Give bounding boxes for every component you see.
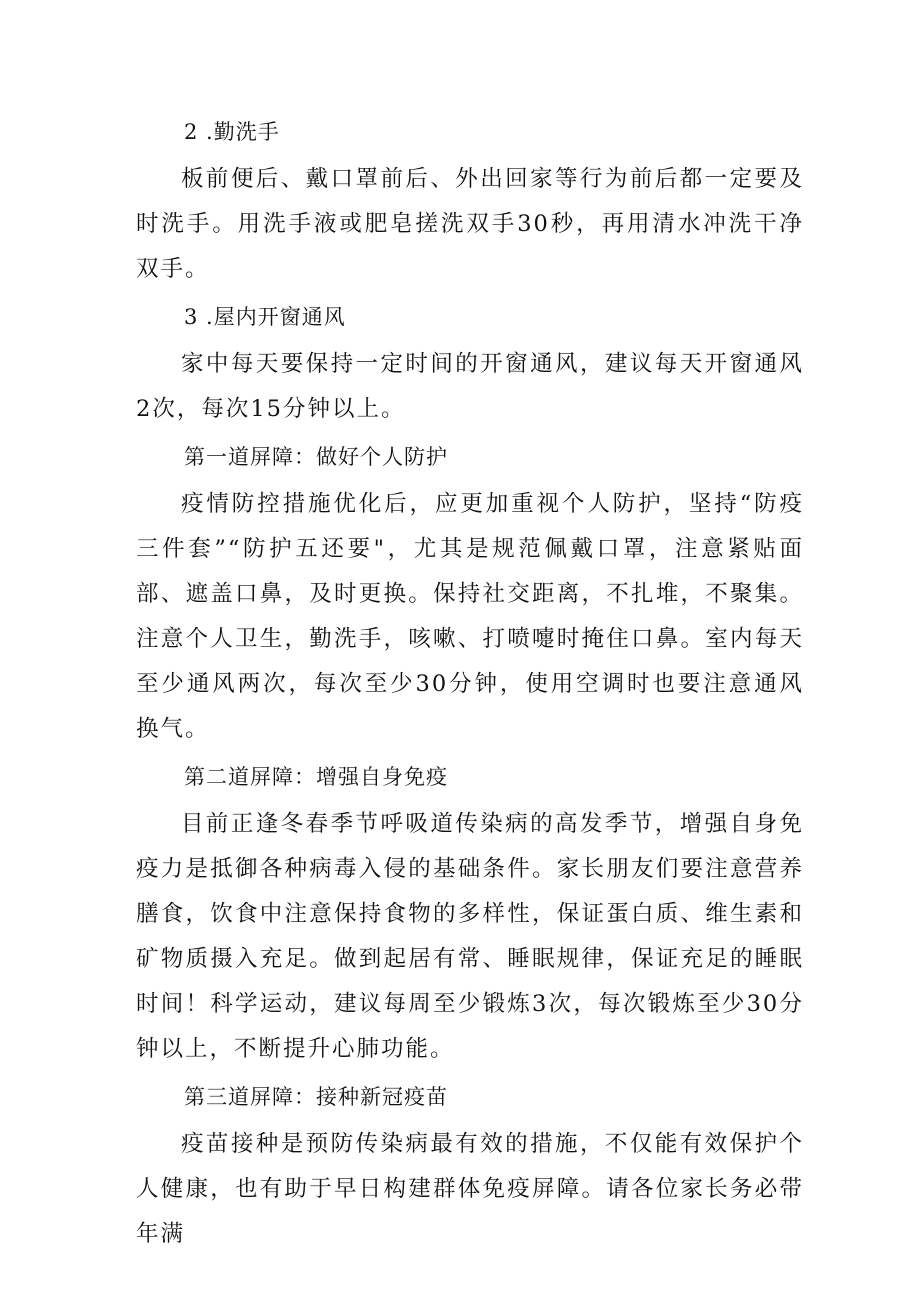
section-heading-barrier-1: 第一道屏障：做好个人防护 [184,445,448,469]
paragraph-barrier-1: 疫情防控措施优化后，应更加重视个人防护，坚持“防疫三件套”“防护五还要"，尤其是规范佩戴口罩，注意紧贴面部、遮盖口鼻，及时更换。保持社交距离，不扎堆，不聚集。注意个人卫生，勤洗手，咳嗽、打喷嚏时掩住口鼻。室内每天至少通风两次，每次至少30分钟，使用空调时也要注意通风换气。 [136,491,804,742]
paragraph-barrier-3: 疫苗接种是预防传染病最有效的措施，不仅能有效保护个人健康，也有助于早日构建群体免疫屏障。请各位家长务必带年满 [136,1131,804,1247]
section-heading-wash-hands: 2 .勤洗手 [184,120,280,144]
paragraph-wash-hands: 板前便后、戴口罩前后、外出回家等行为前后都一定要及时洗手。用洗手液或肥皂搓洗双手30秒，再用清水冲洗干净双手。 [136,166,804,282]
section-heading-barrier-3: 第三道屏障：接种新冠疫苗 [184,1085,448,1109]
section-heading-ventilation: 3 .屋内开窗通风 [184,305,346,329]
paragraph-ventilation: 家中每天要保持一定时间的开窗通风，建议每天开窗通风2次，每次15分钟以上。 [136,351,804,422]
section-heading-barrier-2: 第二道屏障：增强自身免疫 [184,765,448,789]
paragraph-barrier-2: 目前正逢冬春季节呼吸道传染病的高发季节，增强自身免疫力是抵御各种病毒入侵的基础条件。家长朋友们要注意营养膳食，饮食中注意保持食物的多样性，保证蛋白质、维生素和矿物质摄入充足。做到起居有常、睡眠规律，保证充足的睡眠时间！科学运动，建议每周至少锻炼3次，每次锻炼至少30分钟以上，不断提升心肺功能。 [136,811,804,1062]
